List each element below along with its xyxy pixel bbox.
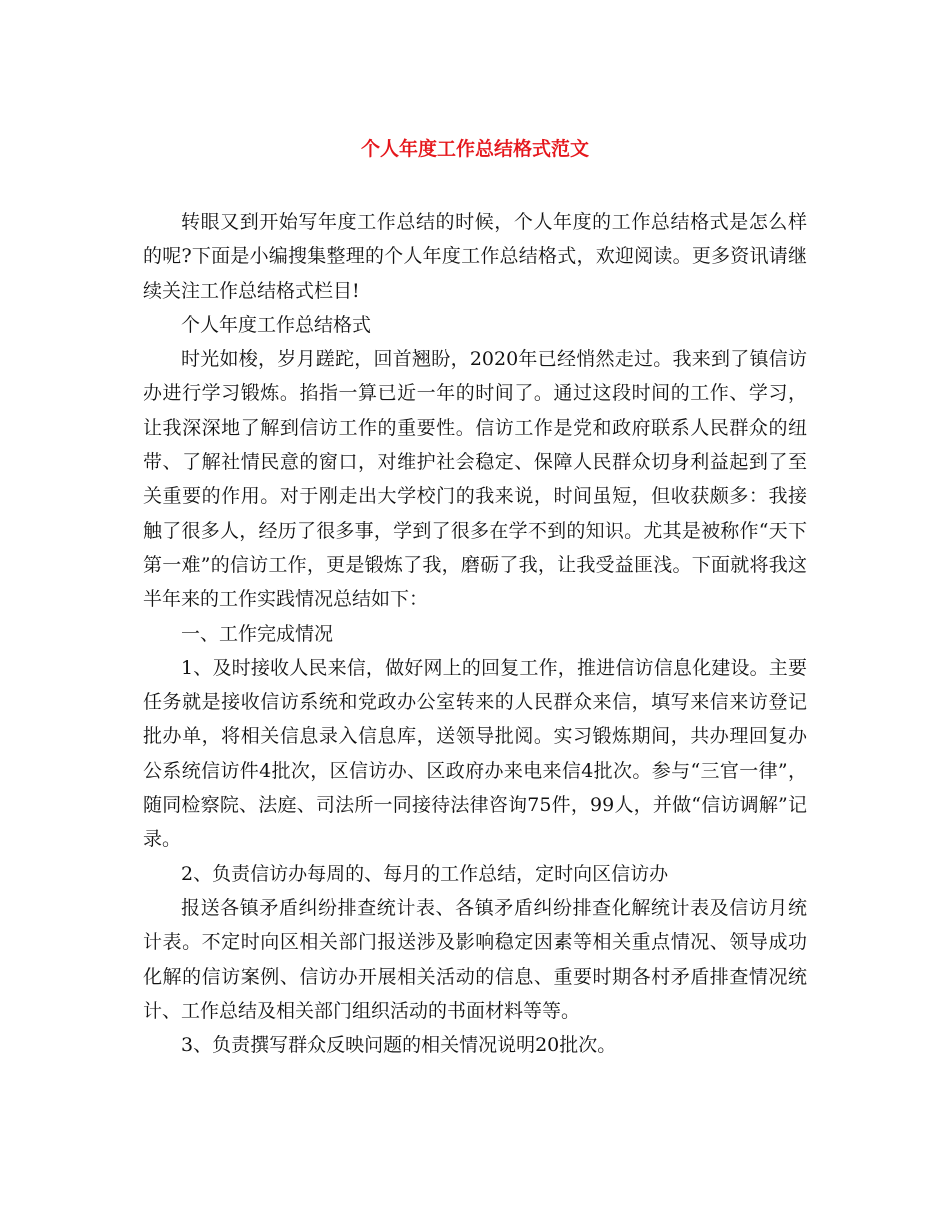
body-paragraph: 1、及时接收人民来信，做好网上的回复工作，推进信访信息化建设。主要任务就是接收信访系统和党政办公室转来的人民群众来信，填写来信来访登记批办单，将相关信息录入信息库，送领导批阅。实习锻炼期间，共办理回复办公系统信访件4批次，区信访办、区政府办来电来信4批次。参与“三官一律”，随同检察院、法庭、司法所一同接待法律咨询75件，99人，并做“信访调解”记录。 [143, 656, 807, 851]
section-heading: 个人年度工作总结格式 [181, 313, 372, 336]
document-body [143, 205, 807, 1062]
body-paragraph: 报送各镇矛盾纠纷排查统计表、各镇矛盾纠纷排查化解统计表及信访月统计表。不定时向区相关部门报送涉及影响稳定因素等相关重点情况、领导成功化解的信访案例、信访办开展相关活动的信息、重要时期各村矛盾排查情况统计、工作总结及相关部门组织活动的书面材料等等。 [143, 896, 807, 1022]
body-paragraph: 3、负责撰写群众反映问题的相关情况说明20批次。 [181, 1034, 617, 1057]
body-paragraph: 2、负责信访办每周的、每月的工作总结，定时向区信访办 [181, 862, 669, 885]
intro-paragraph: 转眼又到开始写年度工作总结的时候，个人年度的工作总结格式是怎么样的呢?下面是小编搜集整理的个人年度工作总结格式，欢迎阅读。更多资讯请继续关注工作总结格式栏目! [143, 211, 807, 302]
section-heading: 一、工作完成情况 [181, 622, 334, 645]
document-title: 个人年度工作总结格式范文 [360, 138, 589, 160]
body-paragraph: 时光如梭，岁月蹉跎，回首翘盼，2020年已经悄然走过。我来到了镇信访办进行学习锻炼。掐指一算已近一年的时间了。通过这段时间的工作、学习，让我深深地了解到信访工作的重要性。信访工作是党和政府联系人民群众的纽带、了解社情民意的窗口，对维护社会稳定、保障人民群众切身利益起到了至关重要的作用。对于刚走出大学校门的我来说，时间虽短，但收获颇多：我接触了很多人，经历了很多事，学到了很多在学不到的知识。尤其是被称作“天下第一难”的信访工作，更是锻炼了我，磨砺了我，让我受益匪浅。下面就将我这半年来的工作实践情况总结如下： [143, 348, 807, 611]
